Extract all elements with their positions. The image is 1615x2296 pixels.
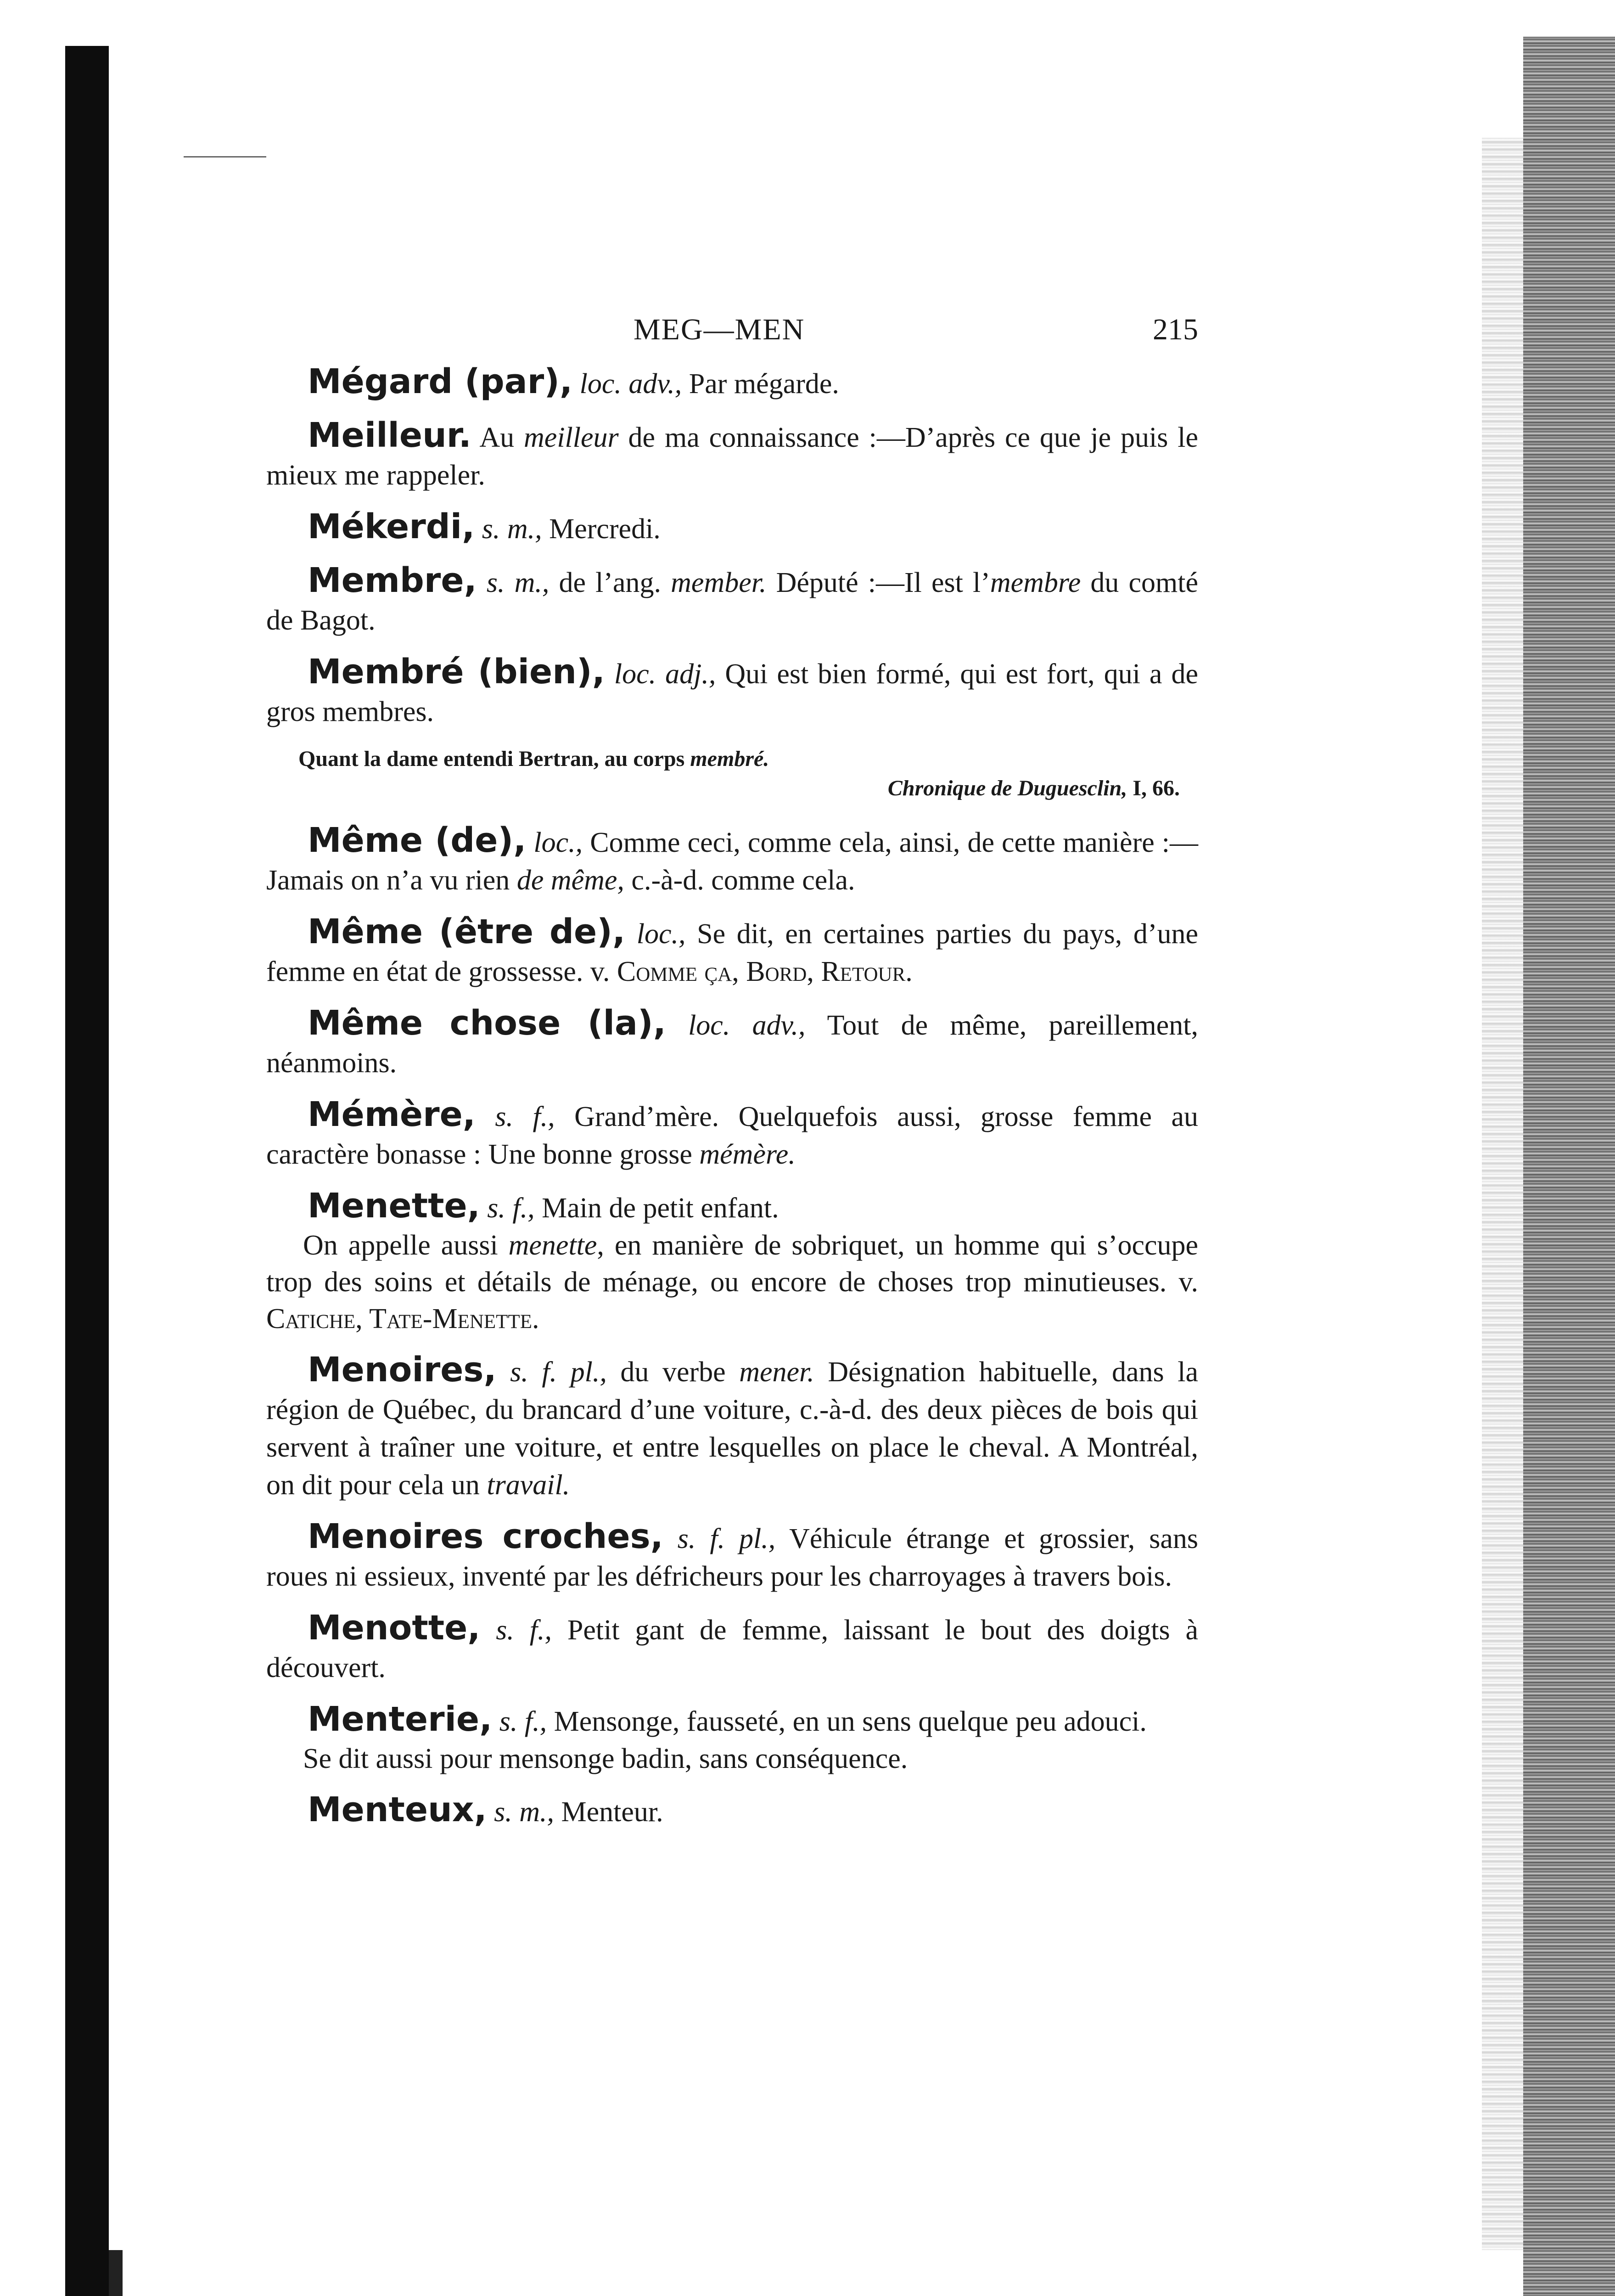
definition-cont: Désignation habituelle, dans la région de Québec, du brancard d’une voiture, c.-à-d. des deux pièces de bois qui servent à traîner une voiture, et entre lesquelles on place le cheval. A Montréal, on dit pour cela un xyxy=(266,1356,1198,1501)
headword: Mégard (par), xyxy=(308,362,573,401)
cross-ref: Tate-Menette. xyxy=(362,1303,539,1334)
headword: Mémère, xyxy=(308,1095,476,1134)
headword: Même chose (la), xyxy=(308,1003,666,1043)
scan-edge-noise xyxy=(1523,37,1615,2296)
headword: Mékerdi, xyxy=(308,507,475,546)
headword: Même (de), xyxy=(308,821,527,860)
definition: Qui est bien formé, qui est fort, qui a de gros membres. xyxy=(266,658,1198,727)
definition: Comme ceci, comme cela, ainsi, de cette manière :—Jamais on n’a vu rien xyxy=(266,827,1199,896)
example-word: mémère. xyxy=(699,1139,796,1170)
grammar-label: s. m., xyxy=(482,513,542,545)
scan-mark xyxy=(184,156,266,158)
grammar-label: loc., xyxy=(636,918,686,950)
page-header xyxy=(266,312,1198,363)
etymon: mener. xyxy=(739,1356,814,1388)
citation-source xyxy=(298,774,1198,803)
entry-meilleur xyxy=(266,416,1198,494)
definition-end: du comté de Bagot. xyxy=(266,567,1198,636)
grammar-label: s. f., xyxy=(495,1101,555,1132)
citation-text xyxy=(298,744,1198,774)
headword: Menterie, xyxy=(308,1699,493,1739)
definition: Mensonge, fausseté, en un sens quelque peu adouci. xyxy=(547,1706,1147,1737)
entry-mekerdi xyxy=(266,508,1198,548)
citation-block xyxy=(298,744,1198,803)
entry-menterie-note xyxy=(266,1740,1198,1777)
cross-ref: Retour. xyxy=(813,956,913,987)
definition: Mercredi. xyxy=(542,513,661,545)
definition-cont: c.-à-d. comme cela. xyxy=(624,865,855,896)
definition: Au xyxy=(471,422,524,453)
cross-ref: Comme ça, xyxy=(617,956,739,987)
definition: de l’ang. xyxy=(549,567,671,598)
definition: du verbe xyxy=(606,1356,740,1388)
definition: Menteur. xyxy=(554,1796,663,1828)
etymon: member. xyxy=(671,567,767,598)
entry-meme-chose xyxy=(266,1004,1198,1082)
headword: Menoires croches, xyxy=(308,1517,663,1556)
entry-menterie xyxy=(266,1700,1198,1740)
citation-word: membré. xyxy=(690,747,769,771)
example-word: menette xyxy=(508,1230,597,1261)
definition: Tout de même, pareillement, néanmoins. xyxy=(266,1010,1198,1079)
definition: Main de petit enfant. xyxy=(534,1193,779,1224)
binding-shadow-tick xyxy=(109,2250,123,2296)
running-head: MEG—MEN xyxy=(634,313,805,346)
binding-shadow xyxy=(65,46,109,2296)
grammar-label: s. m., xyxy=(486,567,550,598)
entry-megard xyxy=(266,363,1198,403)
grammar-label: loc., xyxy=(533,827,583,858)
note-text-cont: , en manière de sobriquet, un homme qui s’occupe trop des soins et détails de ménage, ou encore de choses trop minutieuses. v. xyxy=(266,1230,1198,1298)
citation-line: Quant la dame entendi Bertran, au corps xyxy=(298,747,690,771)
definition: Véhicule étrange et grossier, sans roues ni essieux, inventé par les défricheurs pour les charroyages à travers bois. xyxy=(266,1523,1198,1592)
entry-menoires-croches xyxy=(266,1518,1198,1595)
scan-edge-noise-light xyxy=(1482,138,1523,2250)
entry-membre-bien xyxy=(266,653,1198,731)
entry-memere xyxy=(266,1096,1198,1173)
definition-cont: Député :—Il est l’ xyxy=(766,567,990,598)
definition: Petit gant de femme, laissant le bout des doigts à découvert. xyxy=(266,1615,1198,1683)
entry-menotte xyxy=(266,1609,1198,1687)
cross-ref: Catiche, xyxy=(266,1303,363,1334)
definition: Par mégarde. xyxy=(682,368,839,400)
example-word: travail. xyxy=(487,1469,570,1501)
headword: Membre, xyxy=(308,561,477,600)
entry-menteux xyxy=(266,1791,1198,1831)
headword: Menette, xyxy=(308,1186,480,1226)
example-word: de même, xyxy=(516,865,624,896)
cross-ref: Bord, xyxy=(739,956,814,987)
grammar-label: loc. adv., xyxy=(688,1010,806,1041)
example-word: membre xyxy=(990,567,1081,598)
note-text: On appelle aussi xyxy=(303,1230,509,1261)
page-number: 215 xyxy=(1153,313,1198,346)
dictionary-page xyxy=(266,312,1198,1845)
headword: Menotte, xyxy=(308,1608,481,1648)
note-text: Se dit aussi pour mensonge badin, sans conséquence. xyxy=(303,1743,908,1774)
headword: Menoires, xyxy=(308,1350,497,1390)
entry-menette xyxy=(266,1187,1198,1227)
entry-menette-note xyxy=(266,1227,1198,1337)
example-word: meilleur xyxy=(524,422,619,453)
entry-meme-etre xyxy=(266,913,1198,990)
grammar-label: s. m., xyxy=(494,1796,555,1828)
entry-menoires xyxy=(266,1351,1198,1504)
definition: Grand’mère. Quelquefois aussi, grosse femme au caractère bonasse : Une bonne grosse xyxy=(266,1101,1199,1170)
grammar-label: s. f. pl., xyxy=(510,1356,607,1388)
headword: Meilleur. xyxy=(308,416,471,455)
headword: Même (être de), xyxy=(308,912,626,951)
headword: Menteux, xyxy=(308,1790,487,1829)
citation-work: Chronique de Duguesclin, xyxy=(887,776,1127,800)
grammar-label: s. f., xyxy=(487,1193,535,1224)
grammar-label: s. f. pl., xyxy=(677,1523,776,1554)
grammar-label: s. f., xyxy=(496,1615,552,1646)
grammar-label: loc. adj., xyxy=(614,658,716,690)
grammar-label: s. f., xyxy=(499,1706,547,1737)
entry-meme-de xyxy=(266,822,1198,899)
headword: Membré (bien), xyxy=(308,652,605,692)
grammar-label: loc. adv., xyxy=(579,368,682,400)
citation-ref: I, 66. xyxy=(1127,776,1180,800)
entry-membre xyxy=(266,562,1198,639)
definition-cont: de ma connaissance :—D’après ce que je puis le mieux me rappeler. xyxy=(266,422,1198,491)
definition: Se dit, en certaines parties du pays, d’une femme en état de grossesse. v. xyxy=(266,918,1199,987)
